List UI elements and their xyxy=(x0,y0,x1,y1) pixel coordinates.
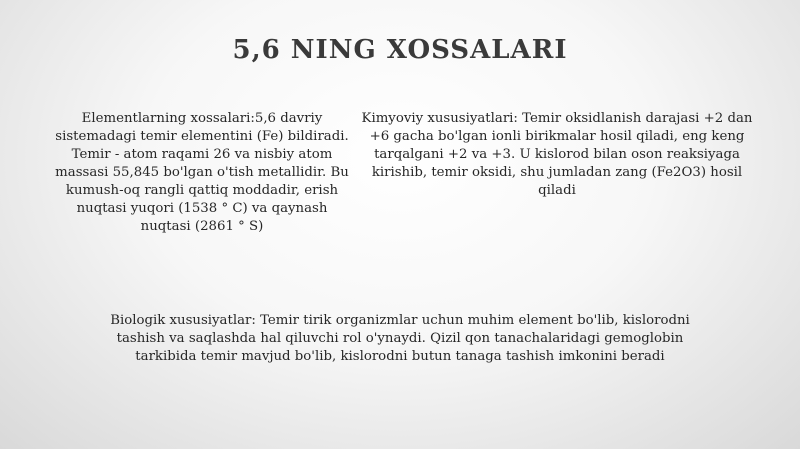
physical-properties-text: Elementlarning xossalari:5,6 davriy sistemadagi temir elementini (Fe) bildiradi. Temir - atom raqami 26 va nisbiy atom massasi 55,845 bo'lgan o'tish metallidir. Bu kumush-oq rangli qattiq moddadir, erish nuqtasi yuqori (1538 ° C) va qaynash nuqtasi (2861 ° S) xyxy=(55,111,349,234)
chemical-properties-text: Kimyoviy xususiyatlari: Temir oksidlanish darajasi +2 dan +6 gacha bo'lgan ionli birikmalar hosil qiladi, eng keng tarqalgani +2 va +3. U kislorod bilan oson reaksiyaga kirishib, temir oksidi, shu jumladan zang (Fe2O3) hosil qiladi xyxy=(361,111,753,198)
biological-properties-text: Biologik xususiyatlar: Temir tirik organizmlar uchun muhim element bo'lib, kislorodni tashish va saqlashda hal qiluvchi rol o'ynaydi. Qizil qon tanachalaridagi gemoglobin tarkibida temir mavjud bo'lib, kislorodni butun tanaga tashish imkonini beradi xyxy=(110,313,690,364)
slide-title: 5,6 NING XOSSALARI xyxy=(232,35,568,65)
